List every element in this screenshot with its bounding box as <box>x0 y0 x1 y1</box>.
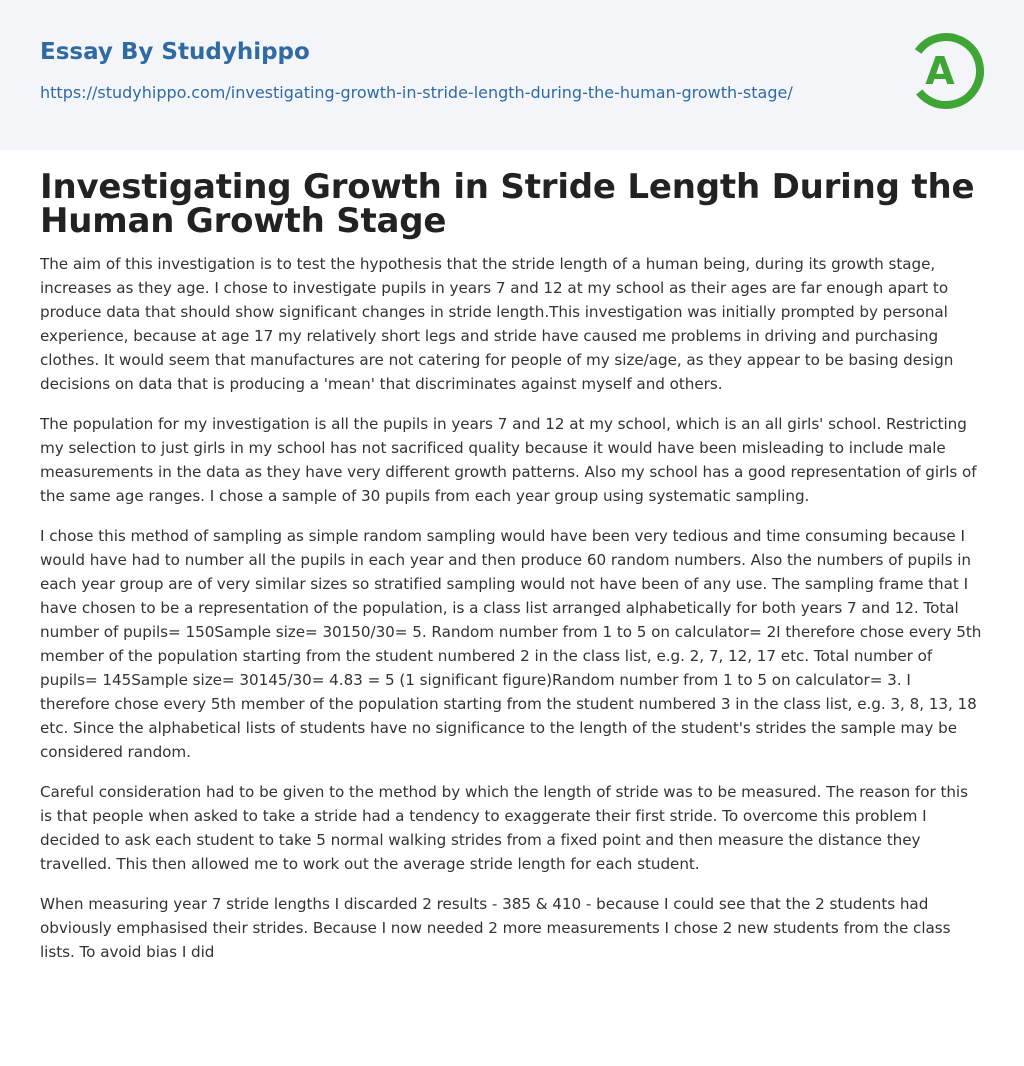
essay-paragraph: I chose this method of sampling as simple random sampling would have been very tedious and time consuming because I would have had to number all the pupils in each year and then produce 60 random numbers. Also the numbers of pupils in each year group are of very similar sizes so stratified sampling would not have been of any use. The sampling frame that I have chosen to be a representation of the population, is a class list arranged alphabetically for both years 7 and 12. Total number of pupils= 150Sample size= 30150/30= 5. Random number from 1 to 5 on calculator= 2I therefore chose every 5th member of the population starting from the student numbered 2 in the class list, e.g. 2, 7, 12, 17 etc. Total number of pupils= 145Sample size= 30145/30= 4.83 = 5 (1 significant figure)Random number from 1 to 5 on calculator= 3. I therefore chose every 5th member of the population starting from the student numbered 3 in the class list, e.g. 3, 8, 13, 18 etc. Since the alphabetical lists of students have no significance to the length of the student's strides the sample may be considered random. <box>40 527 982 761</box>
essay-content <box>0 150 1024 964</box>
essay-paragraph: Careful consideration had to be given to the method by which the length of stride was to be measured. The reason for this is that people when asked to take a stride had a tendency to exaggerate their first stride. To overcome this problem I decided to ask each student to take 5 normal walking strides from a fixed point and then measure the distance they travelled. This then allowed me to work out the average stride length for each student. <box>40 783 968 873</box>
site-header <box>0 0 1024 150</box>
brand-title: Essay By Studyhippo <box>40 39 310 65</box>
source-url-link[interactable]: https://studyhippo.com/investigating-growth-in-stride-length-during-the-human-growth-stage/ <box>40 83 793 102</box>
logo-icon <box>910 28 990 118</box>
essay-paragraph: When measuring year 7 stride lengths I discarded 2 results - 385 & 410 - because I could see that the 2 students had obviously emphasised their strides. Because I now needed 2 more measurements I chose 2 new students from the class lists. To avoid bias I did <box>40 895 951 961</box>
essay-title: Investigating Growth in Stride Length During the Human Growth Stage <box>40 167 975 241</box>
essay-paragraph: The population for my investigation is all the pupils in years 7 and 12 at my school, which is an all girls' school. Restricting my selection to just girls in my school has not sacrificed quality because it would have been misleading to include male measurements in the data as they have very different growth patterns. Also my school has a good representation of girls of the same age ranges. I chose a sample of 30 pupils from each year group using systematic sampling. <box>40 415 977 505</box>
logo-letter: A <box>925 49 955 93</box>
essay-paragraph: The aim of this investigation is to test the hypothesis that the stride length of a human being, during its growth stage, increases as they age. I chose to investigate pupils in years 7 and 12 at my school as their ages are far enough apart to produce data that should show significant changes in stride length.This investigation was initially prompted by personal experience, because at age 17 my relatively short legs and stride have caused me problems in driving and purchasing clothes. It would seem that manufactures are not catering for people of my size/age, as they appear to be basing design decisions on data that is producing a 'mean' that discriminates against myself and others. <box>40 255 954 393</box>
studyhippo-logo[interactable] <box>910 28 990 118</box>
